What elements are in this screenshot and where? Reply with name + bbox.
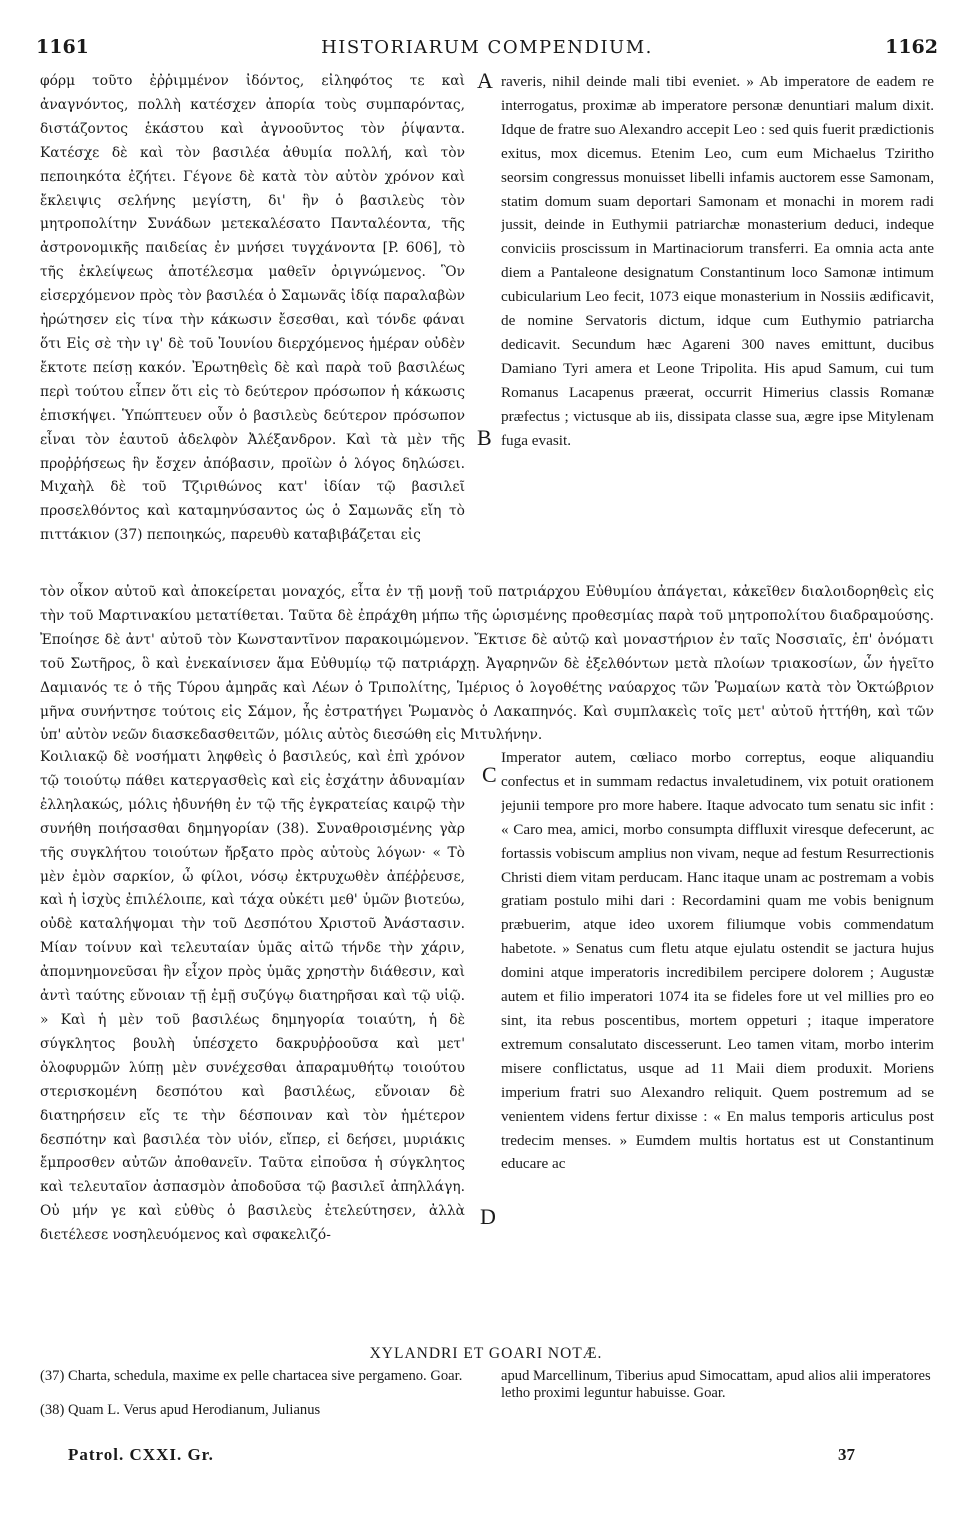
footnote-continuation: apud Marcellinum, Tiberius apud Simocattam, apud alios alii imperatores letho proximi leguntur habuisse. Goar.: [501, 1368, 931, 1401]
series-label: Patrol. CXXI. Gr.: [68, 1445, 214, 1464]
section-marker-b: B: [477, 425, 492, 450]
running-title: HISTORIARUM COMPENDIUM.: [321, 37, 653, 58]
footnote-37: (37) Charta, schedula, maxime ex pelle chartacea sive pergameno. Goar.: [40, 1368, 463, 1384]
latin-column-block-2: Imperator autem, cœliaco morbo correptus, eoque aliquandiu confectus et in summam redactus invaletudinem, vix potuit orationem jejunii tempore pro more habere. Itaque advocato tum senatu sic infit : « Caro mea, amici, morbo consumpta diffluxit viresque defecerunt, ac fortassis vobiscum amplius non vivam, neque ad festum Resurrectionis Christi diem vitam perducam. Hanc itaque unam ac postremam a vobis gratiam postulo mihi dari : Recordamini quam me vobis benignum præbuerim, atque ideo uxorem filiumque vobis commendatum habetote. » Senatus cum fletu atque ejulatu ostendit se jactura hujus domini atque imperatoris incredibilem percipere dolorem ; Augustæ autem et filio imperatori 1074 ita se fideles fore ut vel millies pro eo sint, ita rebus poscentibus, mortem oppeturi ; itaque imperatore extremum consalutato discesserunt. Leo tamen vitam, morbo interim misere conflictatus, usque ad 11 Maii diem produxit. Moriens imperium fratri suo Alexandro reliquit. Quem postremum ad se venientem videns fertur dixisse : « En malus temporis articulus post tredecim menses. » Eumdem multis hortatus est ut Constantinum educare ac: [501, 749, 934, 1173]
left-column-number: 1161: [36, 36, 89, 58]
section-marker-a: A: [477, 68, 493, 93]
section-marker-c: C: [482, 762, 497, 787]
section-marker-d: D: [480, 1204, 496, 1229]
footnote-38: (38) Quam L. Verus apud Herodianum, Julianus: [40, 1402, 321, 1418]
notes-heading: XYLANDRI ET GOARI NOTÆ.: [369, 1345, 603, 1362]
right-column-number: 1162: [885, 36, 938, 58]
greek-column-block-2: Κοιλιακῷ δὲ νοσήματι ληφθεὶς ὁ βασιλεύς, καὶ ἐπὶ χρόνον τῷ τοιούτῳ πάθει κατεργασθεὶς καὶ εἰς ἐσχάτην ἀδυναμίαν ἐλληλακώς, μόλις ἠδυνήθη ἐν τῷ τῆς ἐγκρατείας καιρῷ τὴν συνήθη ποιήσασθαι δημηγορίαν (38). Συναθροισμένης γὰρ τῆς συγκλήτου τοιούτων ἤρξατο πρὸς αὐτοὺς λόγων· « Τὸ μὲν ἐμὸν σαρκίον, ὦ φίλοι, νόσῳ ἐκτρυχωθὲν ἀπέῤῥευσε, καὶ ἡ ἰσχὺς ἐπιλέλοιπε, καὶ τάχα οὐκέτι μεθ' ὑμῶν βιοτεύω, οὐδὲ καταλήψομαι τὴν τοῦ Δεσπότου Χριστοῦ Ἀνάστασιν. Μίαν τοίνυν καὶ τελευταίαν ὑμᾶς αἰτῶ τήνδε τὴν χάριν, ἀπομνημονεῦσαι ἣν εἶχον πρὸς ὑμᾶς χρηστὴν διάθεσιν, καὶ ἀντὶ ταύτης εὔνοιαν τῇ ἐμῇ συζύγῳ διατηρῆσαι καὶ τῷ υἱῷ. » Καὶ ἡ μὲν τοῦ βασιλέως δημηγορία τοιαύτη, ἡ δὲ σύγκλητος βουλὴ ὑπέσχετο δακρυῤῥοοῦσα καὶ μετ' ὀλοφυρμῶν λύπῃ μὲν συνέχεσθαι ἀπαραμυθήτῳ τοιούτου στερισκομένη δεσπότου καὶ βασιλέως, εὔνοιαν δὲ διατηρήσειν εἴς τε τὴν δέσποιναν καὶ τὸν ἡμέτερον δεσπότην καὶ βασιλέα τὸν υἱόν, εἴπερ, εἰ δεήσει, μυριάκις ἔμπροσθεν αὐτῶν ἀποθανεῖν. Ταῦτα εἰποῦσα ἡ σύγκλητος καὶ τελευταῖον ἀσπασμὸν ἀποδοῦσα τῷ βασιλεῖ ἀπηλλάγη. Οὐ μήν γε καὶ εὐθὺς ὁ βασιλεὺς ἐτελεύτησεν, ἀλλὰ διετέλεσε νοσηλευόμενος καὶ σφακελιζό-: [40, 749, 465, 1244]
greek-fullwidth-paragraph: τὸν οἶκον αὐτοῦ καὶ ἀποκείρεται μοναχός, εἶτα ἐν τῇ μονῇ τοῦ πατριάρχου Εὐθυμίου ἀπάγεται, κἀκεῖθεν διαλοιδορηθεὶς εἰς τὴν τοῦ Μαρτινακίου μετατίθεται. Ταῦτα δὲ ἐπράχθη μήπω τῆς ὡρισμένης προθεσμίας παρὰ τοῦ μητροπολίτου διαδραμούσης. Ἐποίησε δὲ ἀντ' αὐτοῦ τὸν Κωνσταντῖνον παρακοιμώμενον. Ἔκτισε δὲ αὐτῷ καὶ μοναστήριον ἐν ταῖς Νοσσιαῖς, ἐπ' ὀνόματι τοῦ Σωτῆρος, ὃ καὶ ἐνεκαίνισεν ἅμα Εὐθυμίῳ τῷ πατριάρχῃ. Ἀγαρηνῶν δὲ ἐξελθόντων μετὰ πλοίων τριακοσίων, ὧν ἡγεῖτο Δαμιανός τε ὁ τῆς Τύρου ἀμηρᾶς καὶ Λέων ὁ Τριπολίτης, Ἱμέριος ὁ λογοθέτης ναύαρχος τῶν Ῥωμαίων κατὰ τὸν Ὀκτώβριον μῆνα συνήντησε τούτοις εἰς Σάμον, ἧς ἐστρατήγει Ῥωμανὸς ὁ Λακαπηνός. Καὶ συμπλακεὶς τοῖς μετ' αὐτοῦ ἡττήθη, καὶ τῶν ὑπ' αὐτὸν νεῶν διασκεδασθειτῶν, μόλις αὐτὸς διεσώθη εἰς Μιτυλήνην.: [40, 584, 934, 743]
greek-column-block-1: φόρμ τοῦτο ἐῤῥιμμένον ἰδόντος, εἰληφότος τε καὶ ἀναγνόντος, πολλὴ κατέσχεν ἀπορία τοὺς συμπαρόντας, διστάζοντος ἑκάστου καὶ ἀγνοοῦντος τὸν ῥίψαντα. Κατέσχε δὲ καὶ τὸν βασιλέα ἀθυμία πολλή, καὶ τὸν πεποιηκότα ἐζήτει. Γέγονε δὲ κατὰ τὸν αὐτὸν χρόνον καὶ ἔκλειψις σελήνης μεγίστη, δι' ἣν ὁ βασιλεὺς τὸν μητροπολίτην Συνάδων μετεκαλέσατο Πανταλέοντα, τῆς ἀστρονομικῆς παιδείας ἐν μνήσει τυγχάνοντα [P. 606], τὸ τῆς ἐκλείψεως ἀποτέλεσμα μαθεῖν ὀριγνώμενος. Ὃν εἰσερχόμενον πρὸς τὸν βασιλέα ὁ Σαμωνᾶς ἰδίᾳ παραλαβὼν ἠρώτησεν εἰς τίνα τὴν κάκωσιν ἔσεσθαι, καὶ τόνδε φάναι ὅτι Εἰς σὲ τὴν ιγ' δὲ τοῦ Ἰουνίου διερχόμενος ἡμέραν οὐδὲν ἔκτοτε πείσῃ κακόν. Ἐρωτηθεὶς δὲ καὶ παρὰ τοῦ βασιλέως περὶ τούτου εἶπεν ὅτι εἰς τὸ δεύτερον πρόσωπον ἡ κάκωσις ἐπισκήψει. Ὑπώπτευεν οὖν ὁ βασιλεὺς δεύτερον πρόσωπον εἶναι τὸν ἑαυτοῦ ἀδελφὸν Ἀλέξανδρον. Καὶ τὰ μὲν τῆς προῤῥήσεως ἣν ἔσχεν ἀπόβασιν, προϊὼν ὁ λόγος δηλώσει. Μιχαὴλ δὲ τοῦ Τζιριθώνος κατ' ἰδίαν τῷ βασιλεῖ προσελθόντος καὶ καταμηνύσαντος ὡς ὁ Σαμωνᾶς εἴη τὸ πιττάκιον (37) πεποιηκώς, παρευθὺ καταβιβάζεται εἰς: [40, 73, 465, 544]
latin-column-block-1: raveris, nihil deinde mali tibi eveniet. » Ab imperatore de eadem re interrogatus, proximæ ab imperatore personæ denuntiari malum dixit. Idque de fratre suo Alexandro accepit Leo : sed quis fuerit prædictionis exitus, mox dicemus. Etenim Leo, cum eum Michaelus Tziritho seorsim congressus monuisset libelli infamis auctorem esse Samonam, statim domum suam deportari Samonam et monachi in morem radi jussit, deinde in Euthymii patriarchæ monasterium deduci, indeque conviciis proscissum in Martinaciorum transferri. Ea omnia acta ante diem a Pantaleone designatum Constantinum loco Samonæ intimum cubicularium Leo fecit, 1073 eique monasterium in Nossiis ædificavit, de nomine Servatoris dictum, idque cum Euthymio patriarcha dedicavit. Secundum hæc Agareni 300 naves emittunt, ducibus Damiano Tyri amera et Leone Tripolita. His apud Samum, cui tum Romanus Lacapenus præerat, occurrit Himerius classis Romanæ præfectus ; victusque ab iis, dissipata classe sua, ægre ipse Mitylenam fuga evasit.: [501, 73, 934, 449]
signature-number: 37: [838, 1445, 855, 1464]
page-header: [36, 36, 938, 62]
